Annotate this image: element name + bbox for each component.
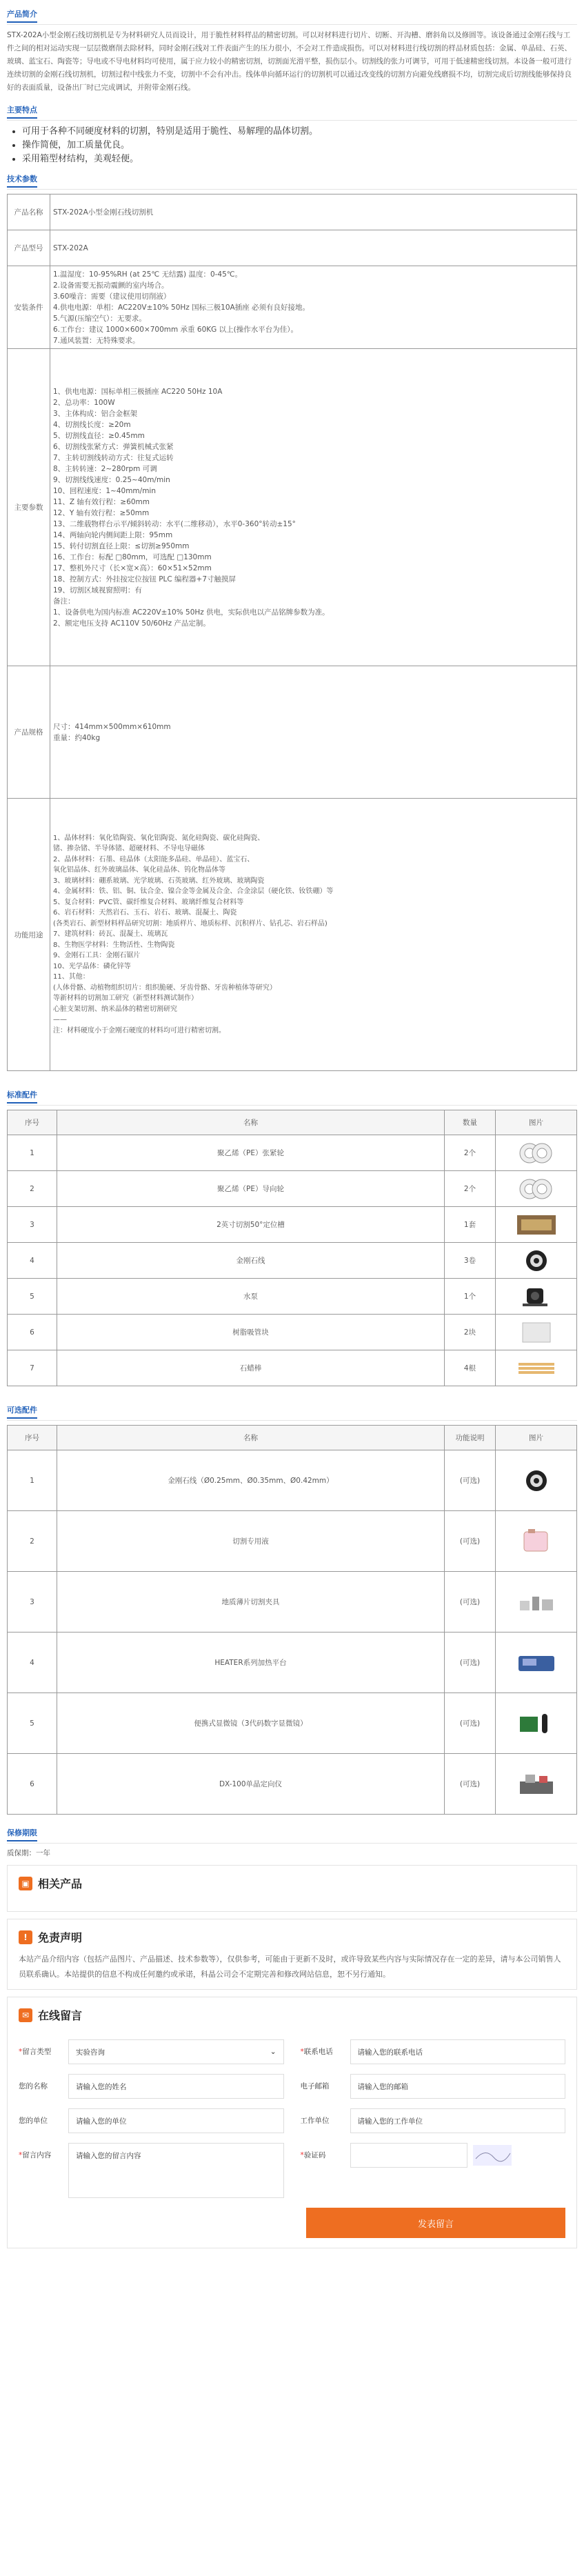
cell-no: 1 xyxy=(8,1135,57,1171)
contact-label: 联系电话 xyxy=(303,2048,333,2056)
message-title: 在线留言 xyxy=(38,2009,83,2022)
liquid-icon xyxy=(509,1529,564,1554)
spec-line: 4、金属材料：铁、铝、铜、钛合金、镍合金等金属及合金、合金涂层（硬化铁、钕铁硼）等 xyxy=(53,888,334,896)
spec-line: 7、建筑材料：砖瓦、混凝土、琉璃瓦 xyxy=(53,930,168,939)
spec-key: 安装条件 xyxy=(8,266,50,349)
pulley-icon xyxy=(509,1141,564,1166)
cell-qty: 2块 xyxy=(445,1315,496,1350)
fixture-icon xyxy=(509,1212,564,1237)
cell-image xyxy=(496,1754,577,1815)
content-textarea[interactable]: 请输入您的留言内容 xyxy=(68,2143,284,2198)
spec-line: 备注： xyxy=(53,597,75,606)
spec-value: STX-202A小型金刚石线切割机 xyxy=(50,194,577,230)
captcha-input[interactable] xyxy=(350,2143,467,2168)
related-title: 相关产品 xyxy=(38,1877,83,1890)
sticks-icon xyxy=(509,1356,564,1381)
cell-no: 6 xyxy=(8,1315,57,1350)
wire-icon xyxy=(509,1468,564,1493)
table-row xyxy=(8,1315,577,1350)
cell-no: 1 xyxy=(8,1450,57,1511)
cell-image xyxy=(496,1243,577,1279)
cell-image xyxy=(496,1450,577,1511)
cell-image xyxy=(496,1135,577,1171)
wire-icon xyxy=(509,1248,564,1273)
cell-name: 聚乙烯（PE）张紧轮 xyxy=(57,1135,445,1171)
spec-line: 心脏支架切割、纳米晶体的精密切割研究 xyxy=(53,1005,177,1013)
spec-line: 14、两轴向轮内侧间距上限：95mm xyxy=(53,530,173,539)
cell-no: 3 xyxy=(8,1572,57,1633)
col-header: 功能说明 xyxy=(445,1426,496,1450)
spec-line: 2、额定电压支持 AC110V 50/60Hz 产品定制。 xyxy=(53,619,210,628)
microscope-icon xyxy=(509,1711,564,1736)
spec-line: 1、供电电源：国标单相三极插座 AC220 50Hz 10A xyxy=(53,387,223,396)
work-input[interactable]: 请输入您的工作单位 xyxy=(350,2108,566,2133)
cell-image xyxy=(496,1572,577,1633)
spec-line: 注：材料硬度小于金刚石硬度的材料均可进行精密切割。 xyxy=(53,1026,225,1035)
spec-value: STX-202A xyxy=(50,230,577,266)
cell-qty: 3卷 xyxy=(445,1243,496,1279)
table-row xyxy=(8,1171,577,1207)
spec-line: 10、光学晶体：磷化锌等 xyxy=(53,962,131,970)
cell-no: 4 xyxy=(8,1243,57,1279)
col-header: 图片 xyxy=(496,1110,577,1135)
table-row xyxy=(8,1207,577,1243)
cell-desc: (可选) xyxy=(445,1450,496,1511)
cell-desc: (可选) xyxy=(445,1693,496,1754)
spec-line: 12、Y 轴有效行程：≥50mm xyxy=(53,508,150,517)
cell-image xyxy=(496,1279,577,1315)
cell-name: DX-100单晶定向仪 xyxy=(57,1754,445,1815)
spec-line: (人体骨骼、动植物组织切片：组织脆硬、牙齿骨骼、牙齿种植体等研究） xyxy=(53,984,276,992)
spec-line: 1、设备供电为国内标准 AC220V±10% 50Hz 供电，实际供电以产品铭牌参数为准。 xyxy=(53,608,330,617)
standard-heading: 标准配件 xyxy=(7,1089,577,1106)
spec-line: 19、切割区域视窗照明：有 xyxy=(53,586,142,595)
cell-qty: 1个 xyxy=(445,1279,496,1315)
spec-line: 16、工作台：标配 □80mm，可选配 □130mm xyxy=(53,552,212,561)
captcha-label: 验证码 xyxy=(303,2151,326,2159)
disclaimer-icon: ! xyxy=(19,1930,32,1944)
tools-icon xyxy=(509,1590,564,1615)
col-header: 序号 xyxy=(8,1110,57,1135)
type-label: 留言类型 xyxy=(22,2048,52,2056)
cell-name: 地质薄片切割夹具 xyxy=(57,1572,445,1633)
spec-line: 5、切割线直径：≥0.45mm xyxy=(53,431,145,440)
spec-line: 15、转付切割直径上限：≤切割≥950mm xyxy=(53,541,190,550)
cell-name: 便携式显微镜（3代码数字显微镜） xyxy=(57,1693,445,1754)
cell-no: 2 xyxy=(8,1511,57,1572)
disclaimer-title: 免责声明 xyxy=(38,1931,83,1944)
spec-line: 尺寸：414mm×500mm×610mm xyxy=(53,722,171,731)
intro-heading: 产品简介 xyxy=(7,8,577,25)
message-type-select[interactable] xyxy=(68,2039,284,2064)
spec-line: 等新材料的切割加工研究（新型材料测试制作） xyxy=(53,995,198,1003)
table-row xyxy=(8,1754,577,1815)
advantages-list xyxy=(7,125,577,166)
captcha-image[interactable] xyxy=(473,2145,512,2166)
spec-value xyxy=(50,799,577,1071)
cell-name: 聚乙烯（PE）导向轮 xyxy=(57,1171,445,1207)
cell-image xyxy=(496,1633,577,1693)
intro-text: STX-202A小型金刚石线切割机是专为材料研究人员而设计，用于脆性材料样品的精密切割。可以对材料进行切片、切断、开沟槽、磨斜角以及修圆等。该设备通过金刚石线与工件之间的相对运动实现一层层微磨削去除材料，同时金刚石线对工件表面产生的压力很小，不会对工件造成损伤。可以对材料进行线切割的样品材质包括：金属、单晶硅、石英、玻璃、蓝宝石、陶瓷等；导电或不导电材料均可使用，属于应力较小的精密切割，切割面光滑平整，损伤层小。切割线的张力可调节，可用于低速精密线切割。本设备一般可进行连续切割的金刚石线切割机，切割过程中线张力不变，切割中不会有冲击。线体单向循环运行的切割机可以通过改变线的切割方向避免线磨损不均，切割完成后切割线能够保持良好的表面质量，设备出厂时已完成调试，并附带金刚石线。 xyxy=(7,31,572,92)
spec-table xyxy=(7,194,577,1071)
spec-key: 主要参数 xyxy=(8,349,50,666)
message-panel: ✉ 在线留言 *留言类型 实验咨询 ⌄ *联系电话 请输入您的联系电话 您的名称 请输入您的姓名 电子邮箱 请输入您的邮箱 您的单位 请输入您的单位 工作单位 请输入您的工作单位 *留言内容 请输入您的留言内容 *验证码 发表留言 xyxy=(7,1997,577,2248)
spec-line: 1、晶体材料：氧化锆陶瓷、氧化铝陶瓷、氮化硅陶瓷、碳化硅陶瓷、 xyxy=(53,834,265,842)
message-icon: ✉ xyxy=(19,2008,32,2022)
spec-line: 2、晶体材料：石墨、硅晶体（太阳能多晶硅、单晶硅）、蓝宝石、 xyxy=(53,855,254,863)
name-input[interactable]: 请输入您的姓名 xyxy=(68,2074,284,2099)
cell-no: 5 xyxy=(8,1693,57,1754)
spec-value xyxy=(50,666,577,799)
spec-line: 3、主体构成：铝合金框架 xyxy=(53,409,138,418)
spec-line: 7、主转切割线转动方式：往复式运转 xyxy=(53,453,174,462)
spec-line: 3.60噪音：需要（建议使用切削液） xyxy=(53,292,171,301)
cell-no: 7 xyxy=(8,1350,57,1386)
table-row xyxy=(8,1572,577,1633)
warranty-text: 质保期：一年 xyxy=(7,1849,50,1857)
cell-name: 树脂吸管块 xyxy=(57,1315,445,1350)
advantage-item: • 可用于各种不同硬度材料的切割，特别是适用于脆性、易解理的晶体切割。 xyxy=(22,125,577,139)
cell-qty: 4根 xyxy=(445,1350,496,1386)
cell-name: 切割专用液 xyxy=(57,1511,445,1572)
specs-heading: 技术参数 xyxy=(7,173,577,190)
table-row xyxy=(8,1135,577,1171)
block-icon xyxy=(509,1320,564,1345)
cell-name: 金刚石线 xyxy=(57,1243,445,1279)
cell-name: 石蜡棒 xyxy=(57,1350,445,1386)
cell-qty: 2个 xyxy=(445,1135,496,1171)
chevron-down-icon: ⌄ xyxy=(270,2048,276,2056)
col-header: 名称 xyxy=(57,1110,445,1135)
table-row xyxy=(8,1693,577,1754)
advantages-heading: 主要特点 xyxy=(7,104,577,121)
spec-key: 产品名称 xyxy=(8,194,50,230)
table-row xyxy=(8,1450,577,1511)
optional-table xyxy=(7,1425,577,1815)
heater-icon xyxy=(509,1650,564,1675)
spec-line: 3、玻璃材料：硼系玻璃、光学玻璃、石英玻璃、红外玻璃、玻璃陶瓷 xyxy=(53,877,265,885)
spec-line: 4.供电电源：单相：AC220V±10% 50Hz 国标三极10A插座 必须有良好接地。 xyxy=(53,303,310,312)
col-header: 名称 xyxy=(57,1426,445,1450)
spec-line: 8、主转转速：2~280rpm 可调 xyxy=(53,464,157,473)
spec-line: (各类岩石、新型材料样品研究切割：地质样片、地质标样、沉积样片、钻孔芯、岩石样品) xyxy=(53,919,328,928)
cell-image xyxy=(496,1511,577,1572)
cell-no: 5 xyxy=(8,1279,57,1315)
unit-label: 您的单位 xyxy=(19,2117,48,2125)
cell-image xyxy=(496,1693,577,1754)
spec-line: 10、回程速度：1~40mm/min xyxy=(53,486,156,495)
related-icon: ▣ xyxy=(19,1877,32,1890)
submit-button[interactable]: 发表留言 xyxy=(306,2208,565,2238)
cell-desc: (可选) xyxy=(445,1511,496,1572)
spec-key: 产品型号 xyxy=(8,230,50,266)
advantage-item: • 操作简便，加工质量优良。 xyxy=(22,139,577,152)
spec-line: 11、其他： xyxy=(53,973,90,981)
table-row xyxy=(8,1350,577,1386)
email-input[interactable]: 请输入您的邮箱 xyxy=(350,2074,566,2099)
spec-line: 9、金刚石工具：金刚石锯片 xyxy=(53,952,141,960)
spec-line: 锗、掺杂锗、半导体锗、超硬材料、不导电导磁体 xyxy=(53,845,205,853)
cell-image xyxy=(496,1171,577,1207)
cell-image xyxy=(496,1207,577,1243)
type-value: 实验咨询 xyxy=(76,2048,105,2057)
pump-icon xyxy=(509,1284,564,1309)
cell-desc: (可选) xyxy=(445,1754,496,1815)
spec-line: 8、生物医学材料：生物活性、生物陶瓷 xyxy=(53,941,175,949)
content-label: 留言内容 xyxy=(22,2151,52,2159)
cell-name: 2英寸切割50°定位槽 xyxy=(57,1207,445,1243)
spec-line: 2、总功率：100W xyxy=(53,398,115,407)
spec-line: 6、岩石材料：天然岩石、玉石、岩石、玻璃、混凝土、陶瓷 xyxy=(53,909,237,917)
table-row xyxy=(8,1279,577,1315)
spec-line: 重量：约40kg xyxy=(53,733,101,742)
spec-line: 6.工作台：建议 1000×600×700mm 承重 60KG 以上(操作水平台为佳）。 xyxy=(53,325,298,334)
spec-line: 11、Z 轴有效行程：≥60mm xyxy=(53,497,150,506)
cell-name: HEATER系列加热平台 xyxy=(57,1633,445,1693)
contact-input[interactable]: 请输入您的联系电话 xyxy=(350,2039,566,2064)
unit-input[interactable]: 请输入您的单位 xyxy=(68,2108,284,2133)
disclaimer-text: 本站产品介绍内容（包括产品图片、产品描述、技术参数等），仅供参考，可能由于更新不及时，或许导致某些内容与实际情况存在一定的差异，请与本公司销售人员联系确认。本站提供的信息不构成任何邀约或承诺，科晶公司会不定期完善和修改网站信息，恕不另行通知。 xyxy=(19,1955,561,1979)
name-label: 您的名称 xyxy=(19,2082,48,2090)
spec-line: 氧化铝晶体、红外玻璃晶体、氧化硅晶体、钨化物晶体等 xyxy=(53,866,225,875)
warranty-heading: 保修期限 xyxy=(7,1827,577,1844)
optional-heading: 可选配件 xyxy=(7,1404,577,1421)
spec-line: 7.通风装置：无特殊要求。 xyxy=(53,336,140,345)
cell-qty: 2个 xyxy=(445,1171,496,1207)
spec-line: 17、整机外尺寸（长×宽×高）：60×51×52mm xyxy=(53,563,212,572)
table-row xyxy=(8,1511,577,1572)
cell-image xyxy=(496,1350,577,1386)
spec-key: 产品规格 xyxy=(8,666,50,799)
standard-table xyxy=(7,1110,577,1386)
spec-line: —— xyxy=(53,1016,67,1024)
work-label: 工作单位 xyxy=(300,2117,330,2125)
cell-no: 4 xyxy=(8,1633,57,1693)
advantage-item: • 采用箱型材结构，美观轻便。 xyxy=(22,152,577,166)
spec-line: 6、切割线张紧方式：弹簧机械式张紧 xyxy=(53,442,174,451)
pulley-icon xyxy=(509,1177,564,1201)
spec-line: 2.设备需要无振动震颤的室内场合。 xyxy=(53,281,169,290)
orient-icon xyxy=(509,1772,564,1797)
spec-line: 18、控制方式：外挂按定位按钮 PLC 编程器+7寸触摸屏 xyxy=(53,575,236,583)
spec-line: 9、切割线线速度：0.25~40m/min xyxy=(53,475,170,484)
spec-line: 5.气源(压缩空气）：无要求。 xyxy=(53,314,146,323)
col-header: 序号 xyxy=(8,1426,57,1450)
spec-key: 功能用途 xyxy=(8,799,50,1071)
cell-no: 2 xyxy=(8,1171,57,1207)
col-header: 图片 xyxy=(496,1426,577,1450)
table-row xyxy=(8,1633,577,1693)
related-products-panel xyxy=(7,1865,577,1912)
disclaimer-panel xyxy=(7,1919,577,1990)
cell-desc: (可选) xyxy=(445,1572,496,1633)
spec-line: 4、切割线长度：≥20m xyxy=(53,420,131,429)
spec-value xyxy=(50,266,577,349)
cell-name: 水泵 xyxy=(57,1279,445,1315)
cell-no: 6 xyxy=(8,1754,57,1815)
cell-desc: (可选) xyxy=(445,1633,496,1693)
cell-no: 3 xyxy=(8,1207,57,1243)
spec-line: 5、复合材料：PVC管、碳纤维复合材料、玻璃纤维复合材料等 xyxy=(53,898,244,906)
spec-line: 1.温湿度：10-95%RH (at 25℃ 无结露) 温度：0-45℃。 xyxy=(53,270,243,279)
cell-name: 金刚石线（Ø0.25mm、Ø0.35mm、Ø0.42mm） xyxy=(57,1450,445,1511)
cell-image xyxy=(496,1315,577,1350)
cell-qty: 1套 xyxy=(445,1207,496,1243)
email-label: 电子邮箱 xyxy=(300,2082,330,2090)
spec-line: 13、二维载物样台示平/倾斜转动：水平(二维移动），水平0-360°转动±15° xyxy=(53,519,296,528)
col-header: 数量 xyxy=(445,1110,496,1135)
spec-value xyxy=(50,349,577,666)
table-row xyxy=(8,1243,577,1279)
